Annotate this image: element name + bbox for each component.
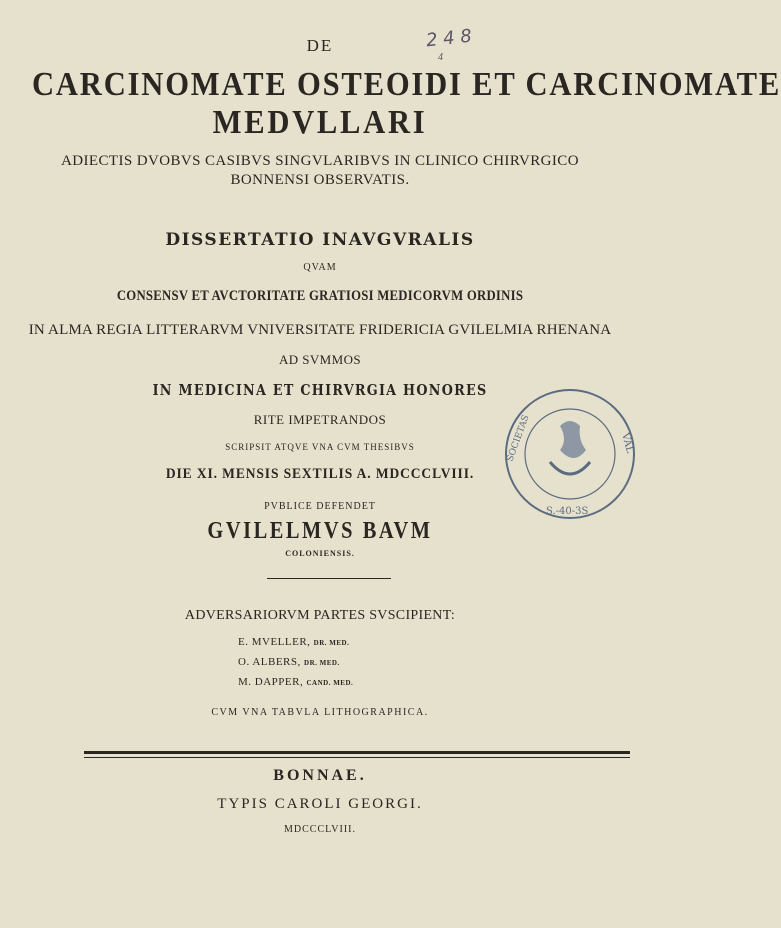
honores-line: IN MEDICINA ET CHIRVRGIA HONORES: [152, 381, 488, 399]
title-line-2: MEDVLLARI: [212, 104, 428, 141]
rite-line: RITE IMPETRANDOS: [253, 412, 387, 427]
ad-svmmos-line: AD SVMMOS: [279, 352, 361, 367]
opponent-item: [238, 656, 340, 668]
title-line-1: CARCINOMATE OSTEOIDI ET CARCINOMATE: [32, 66, 781, 103]
divider-short: [267, 578, 391, 579]
stamp-text-left: SOCIETAS: [505, 413, 532, 464]
opponent-title: DR. MED.: [313, 639, 350, 647]
author-origin: COLONIENSIS.: [285, 549, 355, 558]
qvam-line: QVAM: [303, 262, 337, 273]
stamp-text-bottom: S.-40-3S: [546, 506, 589, 517]
subtitle-line-2: BONNENSI OBSERVATIS.: [230, 172, 410, 188]
subtitle-line-1: ADIECTIS DVOBVS CASIBVS SINGVLARIBVS IN CLINICO CHIRVRGICO: [61, 153, 579, 169]
pvblice-line: PVBLICE DEFENDET: [264, 501, 376, 512]
opponent-item: [238, 636, 349, 648]
handwritten-note: 4: [438, 52, 443, 63]
defense-date: DIE XI. MENSIS SEXTILIS A. MDCCCLVIII.: [165, 466, 475, 482]
adversarii-heading: ADVERSARIORVM PARTES SVSCIPIENT:: [184, 608, 456, 623]
opponent-name: E. MVELLER,: [238, 636, 311, 648]
opponent-title: CAND. MED.: [306, 679, 354, 687]
dissertation-heading: DISSERTATIO INAVGVRALIS: [165, 230, 475, 250]
handwritten-shelfmark: 2 4 8: [425, 25, 473, 52]
divider-thick: [84, 751, 630, 754]
author-name: GVILELMVS BAVM: [207, 518, 433, 544]
library-stamp: [500, 384, 640, 524]
tabvla-line: CVM VNA TABVLA LITHOGRAPHICA.: [211, 707, 429, 718]
consensv-line: CONSENSV ET AVCTORITATE GRATIOSI MEDICORVM ORDINIS: [116, 288, 524, 304]
opponent-name: M. DAPPER,: [238, 676, 304, 688]
divider-thin: [84, 757, 630, 758]
imprint-year: MDCCCLVIII.: [283, 824, 357, 835]
university-line: IN ALMA REGIA LITTERARVM VNIVERSITATE FRIDERICIA GVILELMIA RHENANA: [28, 322, 612, 338]
opponent-title: DR. MED.: [304, 659, 340, 667]
stamp-text-right: VAL: [619, 431, 636, 455]
imprint-printer: TYPIS CAROLI GEORGI.: [217, 796, 423, 812]
opponent-name: O. ALBERS,: [238, 656, 301, 668]
imprint-city: BONNAE.: [273, 767, 367, 784]
opponent-item: [238, 676, 353, 688]
preposition: DE: [306, 36, 334, 55]
scripsit-line: SCRIPSIT ATQVE VNA CVM THESIBVS: [225, 442, 415, 452]
